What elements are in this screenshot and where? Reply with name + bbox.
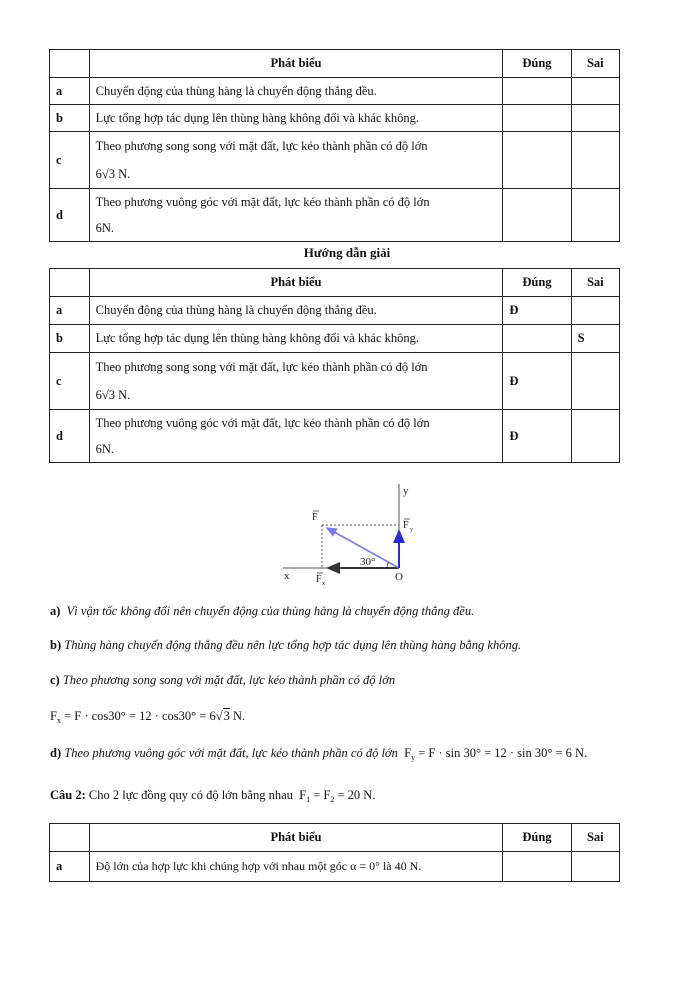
solution-d-formula: $F_y = F \cdot \sin 30^\circ = 12 \cdot \sin 30^\circ = 6$ N. [404, 746, 588, 762]
false-mark[interactable] [571, 410, 619, 463]
header-blank [50, 50, 90, 78]
row-statement: Chuyển động của thùng hàng là chuyển động thẳng đều. [89, 78, 503, 105]
table-row [50, 852, 620, 882]
solution-a-tag: a) [50, 604, 61, 618]
fx-label: F [316, 574, 322, 585]
header-blank [50, 269, 90, 297]
statement-line-1: Theo phương song song với mặt đất, lực kéo thành phần có độ lớn [95, 139, 428, 153]
true-mark[interactable]: Đ [503, 410, 571, 463]
header-true: Đúng [503, 824, 571, 852]
statement-line-2: 6√3 N. [95, 167, 131, 181]
true-cell[interactable] [503, 852, 571, 882]
statement-line-1: Theo phương vuông góc với mặt đất, lực kéo thành phần có độ lớn [95, 195, 430, 209]
table-row [50, 325, 620, 353]
question-2-text: Cho 2 lực đồng quy có độ lớn bằng nhau [88, 788, 293, 802]
y-axis-label: y [403, 485, 409, 497]
question-2-label: Câu 2: [50, 788, 86, 802]
false-mark[interactable] [571, 297, 619, 325]
row-statement [89, 410, 503, 463]
statement-line-1: Theo phương vuông góc với mặt đất, lực kéo thành phần có độ lớn [95, 416, 430, 430]
row-label: b [50, 325, 90, 353]
statement-table-1 [49, 49, 620, 242]
row-statement [89, 353, 503, 410]
header-blank [50, 824, 90, 852]
true-cell[interactable] [503, 78, 571, 105]
solution-d-text: Theo phương vuông góc với mặt đất, lực kéo thành phần có độ lớn [64, 746, 398, 760]
fy-subscript: y [410, 527, 413, 533]
solution-c-tag: c) [50, 673, 60, 687]
table-row [50, 105, 620, 132]
solution-b [50, 638, 521, 653]
fy-label: F [403, 520, 409, 531]
row-label: d [50, 410, 90, 463]
header-statement: Phát biểu [89, 824, 503, 852]
table-row [50, 132, 620, 189]
row-label: a [50, 852, 90, 882]
table-row [50, 410, 620, 463]
false-cell[interactable] [571, 78, 619, 105]
false-mark[interactable] [571, 353, 619, 410]
row-label: a [50, 78, 90, 105]
header-statement: Phát biểu [89, 269, 503, 297]
table-header-row [50, 824, 620, 852]
solution-c-text: Theo phương song song với mặt đất, lực kéo thành phần có độ lớn [62, 673, 396, 687]
solution-d [50, 746, 587, 762]
header-false: Sai [571, 824, 619, 852]
force-decomposition-diagram [270, 476, 430, 591]
question-2 [50, 788, 375, 804]
true-mark[interactable]: Đ [503, 297, 571, 325]
solution-c [50, 673, 395, 688]
row-statement: Độ lớn của hợp lực khi chúng hợp với nhau một góc α = 0° là 40 N. [89, 852, 503, 882]
row-label: c [50, 353, 90, 410]
table-row [50, 297, 620, 325]
table-header-row [50, 269, 620, 297]
solution-a [50, 604, 474, 619]
false-mark[interactable]: S [571, 325, 619, 353]
table-row [50, 189, 620, 242]
row-label: d [50, 189, 90, 242]
row-statement [89, 189, 503, 242]
header-true: Đúng [503, 269, 571, 297]
x-axis-label: x [284, 570, 290, 582]
statement-table-3 [49, 823, 620, 882]
origin-label: O [395, 571, 403, 583]
row-statement: Lực tổng hợp tác dụng lên thùng hàng không đổi và khác không. [89, 105, 503, 132]
solution-heading: Hướng dẫn giải [303, 245, 391, 260]
statement-line-2: 6N. [95, 442, 115, 456]
solution-c-formula: $F_x = F \cdot \cos 30^\circ = 12 \cdot \cos 30^\circ = 6√3$ N. [50, 709, 246, 725]
fx-subscript: x [322, 581, 325, 587]
row-label: c [50, 132, 90, 189]
header-false: Sai [571, 269, 619, 297]
header-statement: Phát biểu [89, 50, 503, 78]
true-mark[interactable] [503, 325, 571, 353]
false-cell[interactable] [571, 105, 619, 132]
statement-line-2: 6N. [95, 221, 115, 235]
true-cell[interactable] [503, 105, 571, 132]
true-cell[interactable] [503, 132, 571, 189]
false-cell[interactable] [571, 852, 619, 882]
true-mark[interactable]: Đ [503, 353, 571, 410]
row-label: a [50, 297, 90, 325]
header-false: Sai [571, 50, 619, 78]
row-statement: Lực tổng hợp tác dụng lên thùng hàng không đổi và khác không. [89, 325, 503, 353]
solution-b-text: Thùng hàng chuyển động thẳng đều nên lực tổng hợp tác dụng lên thùng hàng bằng không. [64, 638, 522, 652]
row-statement [89, 132, 503, 189]
statement-line-1: Theo phương song song với mặt đất, lực kéo thành phần có độ lớn [95, 360, 428, 374]
header-true: Đúng [503, 50, 571, 78]
solution-a-text: Vì vận tốc không đổi nên chuyển động của thùng hàng là chuyển động thẳng đều. [66, 604, 475, 618]
angle-label: 30° [360, 556, 376, 568]
row-label: b [50, 105, 90, 132]
row-statement: Chuyển động của thùng hàng là chuyển động thẳng đều. [89, 297, 503, 325]
table-header-row [50, 50, 620, 78]
solution-b-tag: b) [50, 638, 62, 652]
true-cell[interactable] [503, 189, 571, 242]
question-2-formula: $F_1 = F_2 = 20$ N. [299, 788, 376, 804]
false-cell[interactable] [571, 132, 619, 189]
statement-line-2: 6√3 N. [95, 388, 131, 402]
solution-d-tag: d) [50, 746, 62, 760]
statement-table-2 [49, 268, 620, 463]
force-label: F [312, 512, 318, 523]
false-cell[interactable] [571, 189, 619, 242]
table-row [50, 353, 620, 410]
table-row [50, 78, 620, 105]
